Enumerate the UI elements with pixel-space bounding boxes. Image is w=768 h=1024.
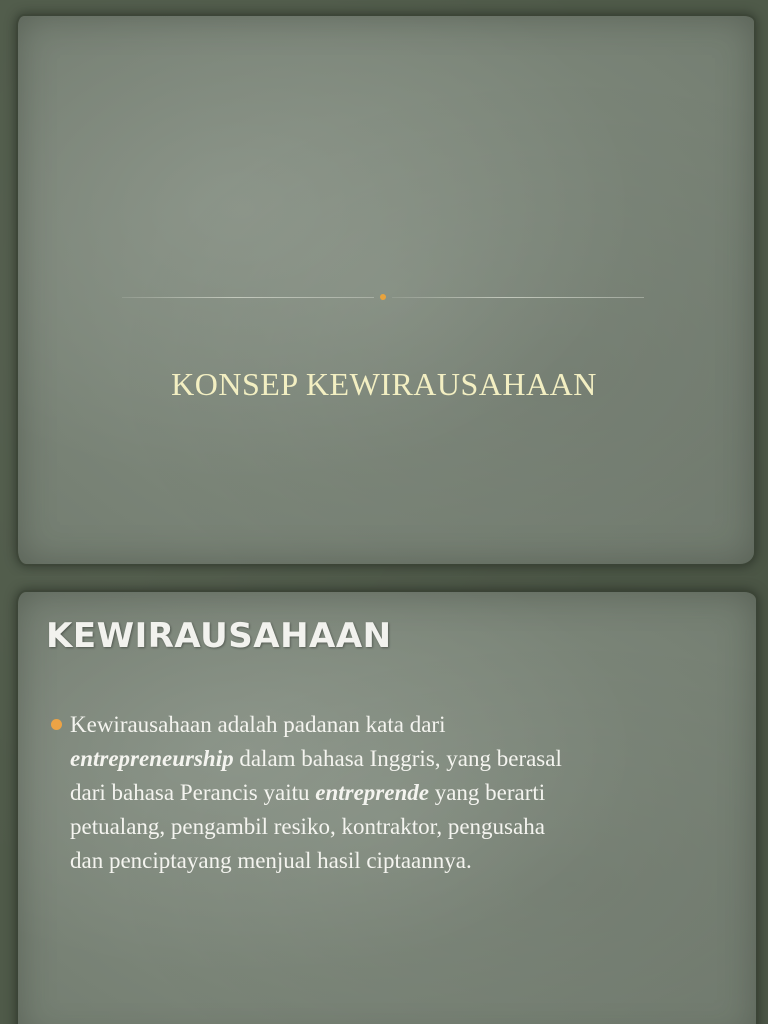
section-heading: KEWIRAUSAHAAN [46,616,392,656]
paragraph-line [70,844,730,878]
divider-dot-icon [380,294,386,300]
paragraph-text: petualang, pengambil resiko, kontraktor, pengusaha [70,814,545,839]
slide-title: KONSEP KEWIRAUSAHAAN [171,366,597,402]
bullet-paragraph [70,708,730,878]
content-slide [0,576,768,1024]
paragraph-text: dalam bahasa Inggris, yang berasal [233,746,562,771]
paragraph-text: dan penciptayang menjual hasil ciptaannya. [70,848,472,873]
paragraph-line [70,708,730,742]
paragraph-line [70,742,730,776]
paragraph-text: yang berarti [428,780,546,805]
divider-line-left [122,297,374,298]
paragraph-line [70,776,730,810]
term-entreprende: entreprende [315,780,429,805]
paragraph-text: dari bahasa Perancis yaitu [70,780,316,805]
paper-background [18,16,754,564]
paragraph-line [70,810,730,844]
divider-line-right [392,297,644,298]
paragraph-text: Kewirausahaan adalah padanan kata dari [70,712,446,737]
term-entrepreneurship: entrepreneurship [70,746,234,771]
bullet-dot-icon [51,719,62,730]
